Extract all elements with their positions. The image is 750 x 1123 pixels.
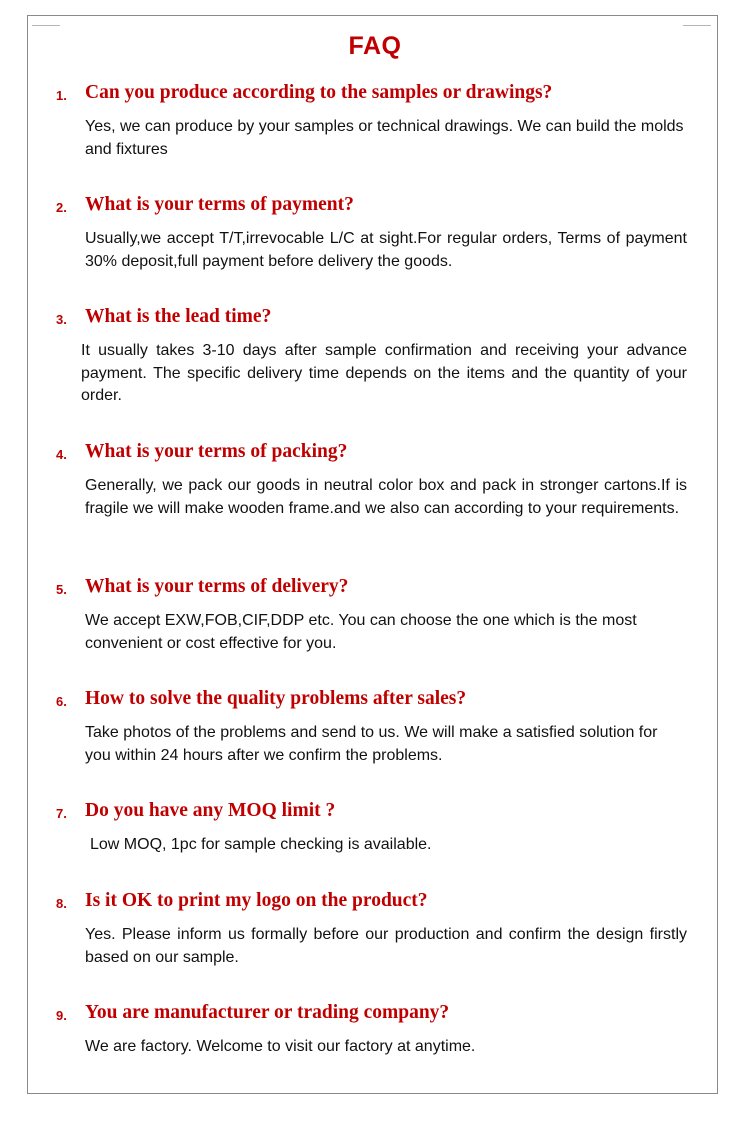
faq-question: What is your terms of packing? bbox=[85, 441, 348, 462]
faq-answer: Usually,we accept T/T,irrevocable L/C at sight.For regular orders, Terms of payment 30% deposit,full payment before delivery the goods. bbox=[85, 230, 687, 270]
faq-question: You are manufacturer or trading company? bbox=[85, 1002, 450, 1023]
faq-answer: It usually takes 3-10 days after sample confirmation and receiving your advance payment. The specific delivery time depends on the items and the quantity of your order. bbox=[81, 342, 687, 404]
faq-answer: Generally, we pack our goods in neutral color box and pack in stronger cartons.If is fragile we will make wooden frame.and we also can according to your requirements. bbox=[85, 477, 687, 517]
faq-question: What is the lead time? bbox=[85, 306, 272, 327]
faq-number: 5. bbox=[56, 582, 67, 597]
faq-number: 7. bbox=[56, 806, 67, 821]
faq-question: What is your terms of payment? bbox=[85, 194, 354, 215]
corner-crop-mark-right bbox=[683, 25, 711, 26]
faq-answer: We accept EXW,FOB,CIF,DDP etc. You can choose the one which is the most convenient or cost effective for you. bbox=[85, 612, 637, 652]
faq-answer: Yes. Please inform us formally before our production and confirm the design firstly based on our sample. bbox=[85, 926, 687, 966]
faq-answer: Take photos of the problems and send to us. We will make a satisfied solution for you within 24 hours after we confirm the problems. bbox=[85, 724, 658, 764]
faq-number: 6. bbox=[56, 694, 67, 709]
faq-number: 9. bbox=[56, 1008, 67, 1023]
page-title: FAQ bbox=[348, 32, 402, 60]
faq-number: 8. bbox=[56, 896, 67, 911]
faq-answer: We are factory. Welcome to visit our factory at anytime. bbox=[85, 1038, 476, 1055]
faq-question: Can you produce according to the samples or drawings? bbox=[85, 82, 553, 103]
faq-question: Do you have any MOQ limit ? bbox=[85, 800, 336, 821]
faq-answer: Low MOQ, 1pc for sample checking is available. bbox=[90, 836, 432, 853]
faq-number: 2. bbox=[56, 200, 67, 215]
faq-number: 3. bbox=[56, 312, 67, 327]
faq-answer: Yes, we can produce by your samples or technical drawings. We can build the molds and fixtures bbox=[85, 118, 684, 158]
faq-question: How to solve the quality problems after sales? bbox=[85, 688, 467, 709]
faq-number: 4. bbox=[56, 447, 67, 462]
faq-number: 1. bbox=[56, 88, 67, 103]
corner-crop-mark-left bbox=[32, 25, 60, 26]
faq-question: What is your terms of delivery? bbox=[85, 576, 349, 597]
faq-question: Is it OK to print my logo on the product? bbox=[85, 890, 428, 911]
